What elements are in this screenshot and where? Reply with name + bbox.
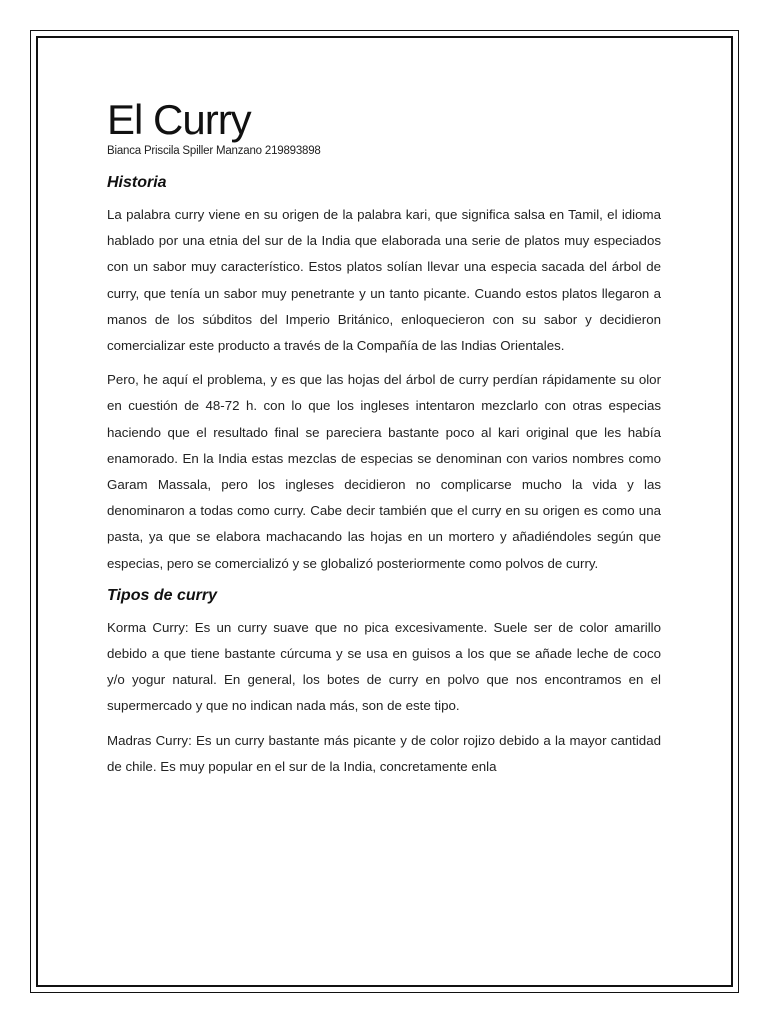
- section-heading: Tipos de curry: [107, 586, 217, 604]
- document-title: El Curry: [107, 96, 251, 143]
- document-author: Bianca Priscila Spiller Manzano 219893898: [107, 145, 321, 157]
- section-heading: Historia: [107, 174, 167, 191]
- section-tipos-de-curry: [107, 585, 661, 780]
- paragraph: Korma Curry: Es un curry suave que no pica excesivamente. Suele ser de color amarillo debido a que tiene bastante cúrcuma y se usa en guisos a los que se añade leche de coco y/o yogur natural. En general, los botes de curry en polvo que nos encontramos en el supermercado y que no indican nada más, son de este tipo.: [107, 619, 661, 714]
- paragraph: Pero, he aquí el problema, y es que las hojas del árbol de curry perdían rápidamente su olor en cuestión de 48-72 h. con lo que los ingleses intentaron mezclarlo con otras especias haciendo que el resultado final se pareciera bastante poco al kari original que les había enamorado. En la India estas mezclas de especias se denominan con varios nombres como Garam Massala, pero los ingleses decidieron no complicarse mucho la vida y las denominaron a todas como curry. Cabe decir también que el curry en su origen es como una pasta, ya que se elabora machacando las hojas en un mortero y añadiéndoles según que especias, pero se comercializó y se globalizó posteriormente como polvos de curry.: [107, 372, 661, 571]
- paragraph: Madras Curry: Es un curry bastante más picante y de color rojizo debido a la mayor cantidad de chile. Es muy popular en el sur de la India, concretamente enla: [107, 732, 661, 774]
- section-historia: [107, 172, 661, 577]
- document-body: [107, 96, 661, 788]
- paragraph: La palabra curry viene en su origen de la palabra kari, que significa salsa en Tamil, el idioma hablado por una etnia del sur de la India que elaborada una serie de platos muy especiados con un sabor muy característico. Estos platos solían llevar una especia sacada del árbol de curry, que tenía un sabor muy penetrante y un tanto picante. Cuando estos platos llegaron a manos de los súbditos del Imperio Británico, enloquecieron con su sabor y decidieron comercializar este producto a través de la Compañía de las Indias Orientales.: [107, 207, 661, 354]
